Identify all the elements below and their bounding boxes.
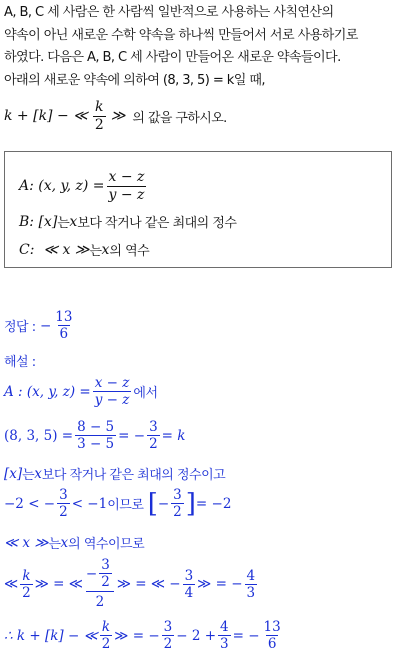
s2-num2: 3 bbox=[149, 419, 158, 435]
s2-fraction-2 bbox=[147, 420, 160, 451]
s6-d: ≫ = − bbox=[197, 576, 243, 593]
s1-fraction bbox=[93, 376, 132, 407]
s6-k-fraction bbox=[20, 569, 33, 600]
expr-ask: 의 값을 구하시오. bbox=[132, 110, 227, 126]
s6-fraction-3 bbox=[183, 569, 196, 600]
s4-b: < −1 bbox=[71, 495, 108, 512]
s6-inner-sign: − bbox=[85, 565, 98, 582]
solution-step-2 bbox=[4, 420, 185, 451]
answer-label: 정답 : bbox=[4, 320, 36, 336]
s3-t2: 보다 작거나 같은 최대의 정수이고 bbox=[41, 468, 226, 483]
expr-frac-den: 2 bbox=[94, 116, 104, 133]
problem-line-1: A, B, C 세 사람은 한 사람씩 일반적으로 사용하는 사칙연산의 bbox=[4, 5, 334, 20]
right-bracket: ] bbox=[185, 488, 196, 519]
s2-den: 3 − 5 bbox=[77, 436, 115, 453]
problem-expression bbox=[4, 100, 227, 132]
rule-a bbox=[19, 170, 148, 202]
expr-fraction bbox=[93, 100, 106, 132]
s7-d3: 6 bbox=[267, 636, 277, 653]
answer-row bbox=[4, 310, 76, 341]
rule-b-text2: 보다 작거나 같은 최대의 정수 bbox=[77, 216, 237, 231]
rule-c bbox=[19, 240, 149, 259]
rule-c-text1: 는 bbox=[89, 244, 102, 259]
s4-c: − bbox=[157, 495, 170, 512]
rule-b-text1: 는 bbox=[57, 216, 70, 231]
s4-d: = −2 bbox=[195, 495, 232, 512]
s6-n4: 4 bbox=[246, 567, 256, 584]
s1-num: x − z bbox=[94, 375, 130, 391]
s4-a: −2 < − bbox=[4, 495, 56, 512]
s6-nested-numerator bbox=[86, 558, 114, 591]
left-bracket: [ bbox=[147, 488, 158, 519]
s7-d: = − bbox=[232, 627, 260, 644]
explain-label-row bbox=[4, 351, 36, 370]
s5-t1: 는 bbox=[48, 537, 61, 552]
s2-mid: = − bbox=[118, 427, 146, 444]
rule-b-label: B: bbox=[19, 213, 35, 230]
s4-fraction-1 bbox=[57, 488, 70, 519]
s7-a: ∴ k + [k] − ≪ bbox=[4, 627, 98, 644]
rule-b-expr: [x] bbox=[38, 213, 58, 230]
s7-c: − 2 + bbox=[176, 627, 217, 644]
rule-a-args: (x, y, z) = bbox=[38, 178, 105, 195]
s1-den: y − z bbox=[94, 392, 130, 409]
s5-expr: ≪ x ≫ bbox=[4, 534, 49, 551]
s3-t1: 는 bbox=[22, 468, 35, 483]
s6-inner-num: 3 bbox=[101, 557, 110, 573]
solution-step-3 bbox=[4, 464, 225, 483]
s7-n3: 13 bbox=[263, 619, 281, 635]
s1-tail: 에서 bbox=[133, 386, 158, 402]
expr-suffix: ≫ bbox=[110, 108, 126, 125]
problem-line-4: 아래의 새로운 약속에 의하여 (8, 3, 5) = k일 때, bbox=[4, 72, 265, 88]
s6-nested-fraction bbox=[86, 558, 114, 610]
rule-c-text2: 의 역수 bbox=[109, 244, 150, 259]
problem-line-3: 하였다. 다음은 A, B, C 세 사람이 만들어온 새로운 약속들이다. bbox=[4, 50, 341, 65]
problem-line-2: 약속이 아닌 새로운 수학 약속을 하나씩 만들어서 서로 사용하기로 bbox=[4, 27, 358, 43]
rule-a-label: A: bbox=[19, 178, 34, 195]
s4-n2: 3 bbox=[173, 487, 182, 503]
rule-a-num: x − z bbox=[108, 169, 145, 185]
solution-step-4 bbox=[4, 488, 231, 519]
rule-a-den: y − z bbox=[108, 186, 145, 203]
answer-den: 6 bbox=[59, 326, 69, 343]
s7-fraction-3 bbox=[262, 620, 283, 651]
s7-kd: 2 bbox=[101, 636, 111, 653]
answer-num: 13 bbox=[55, 309, 73, 325]
s7-fraction-2 bbox=[218, 620, 231, 651]
s6-outer-den: 2 bbox=[86, 591, 114, 610]
s2-lhs: (8, 3, 5) = bbox=[4, 427, 74, 444]
s6-kn: k bbox=[22, 567, 31, 584]
s2-num: 8 − 5 bbox=[77, 419, 115, 435]
s7-fraction-1 bbox=[162, 620, 175, 651]
answer-fraction bbox=[53, 310, 74, 341]
s7-n1: 3 bbox=[163, 619, 173, 635]
rule-b bbox=[19, 212, 237, 231]
expr-prefix: k + [k] − ≪ bbox=[4, 108, 88, 125]
s7-b: ≫ = − bbox=[114, 627, 160, 644]
s1-lhs: A : (x, y, z) = bbox=[4, 383, 91, 400]
s3-expr: [x] bbox=[4, 465, 23, 482]
s4-d1: 2 bbox=[59, 504, 68, 521]
rule-c-label: C: bbox=[19, 241, 35, 258]
rule-a-fraction bbox=[107, 170, 147, 202]
rules-box bbox=[4, 151, 392, 268]
s6-c: ≫ = ≪ − bbox=[116, 576, 181, 593]
s7-k-fraction bbox=[100, 620, 113, 651]
s7-d1: 2 bbox=[163, 636, 173, 653]
s6-inner-fraction bbox=[99, 558, 112, 589]
explain-label: 해설 : bbox=[4, 355, 36, 370]
s7-d2: 3 bbox=[220, 636, 229, 653]
solution-step-5 bbox=[4, 533, 144, 552]
s6-n3: 3 bbox=[184, 567, 194, 584]
s2-den2: 2 bbox=[149, 436, 158, 453]
s5-t2: 의 역수이므로 bbox=[68, 537, 145, 552]
s7-kn: k bbox=[101, 619, 111, 635]
rule-c-expr: ≪ x ≫ bbox=[43, 241, 90, 258]
s7-n2: 4 bbox=[220, 619, 229, 635]
s3-var: x bbox=[34, 465, 42, 482]
solution-step-7 bbox=[4, 620, 285, 651]
s4-n1: 3 bbox=[59, 487, 68, 503]
s2-tail: = k bbox=[161, 427, 186, 444]
s2-fraction-1 bbox=[75, 420, 116, 451]
s6-inner-den: 2 bbox=[101, 574, 110, 591]
s4-d2: 2 bbox=[173, 504, 182, 521]
s5-var: x bbox=[60, 534, 69, 551]
expr-frac-num: k bbox=[95, 99, 104, 115]
s6-d3: 4 bbox=[184, 584, 194, 601]
solution-step-1 bbox=[4, 376, 158, 407]
s4-kor: 이므로 bbox=[107, 498, 144, 514]
s6-d4: 3 bbox=[246, 584, 256, 601]
solution-step-6 bbox=[4, 558, 259, 610]
answer-sign: − bbox=[39, 317, 52, 334]
s6-kd: 2 bbox=[22, 584, 31, 601]
rule-c-var: x bbox=[101, 241, 110, 258]
s6-b: ≫ = ≪ bbox=[34, 576, 83, 593]
s6-fraction-4 bbox=[245, 569, 258, 600]
rule-b-var: x bbox=[69, 213, 78, 230]
s6-a: ≪ bbox=[4, 576, 19, 593]
problem-text bbox=[4, 2, 398, 92]
s4-fraction-2 bbox=[171, 488, 184, 519]
